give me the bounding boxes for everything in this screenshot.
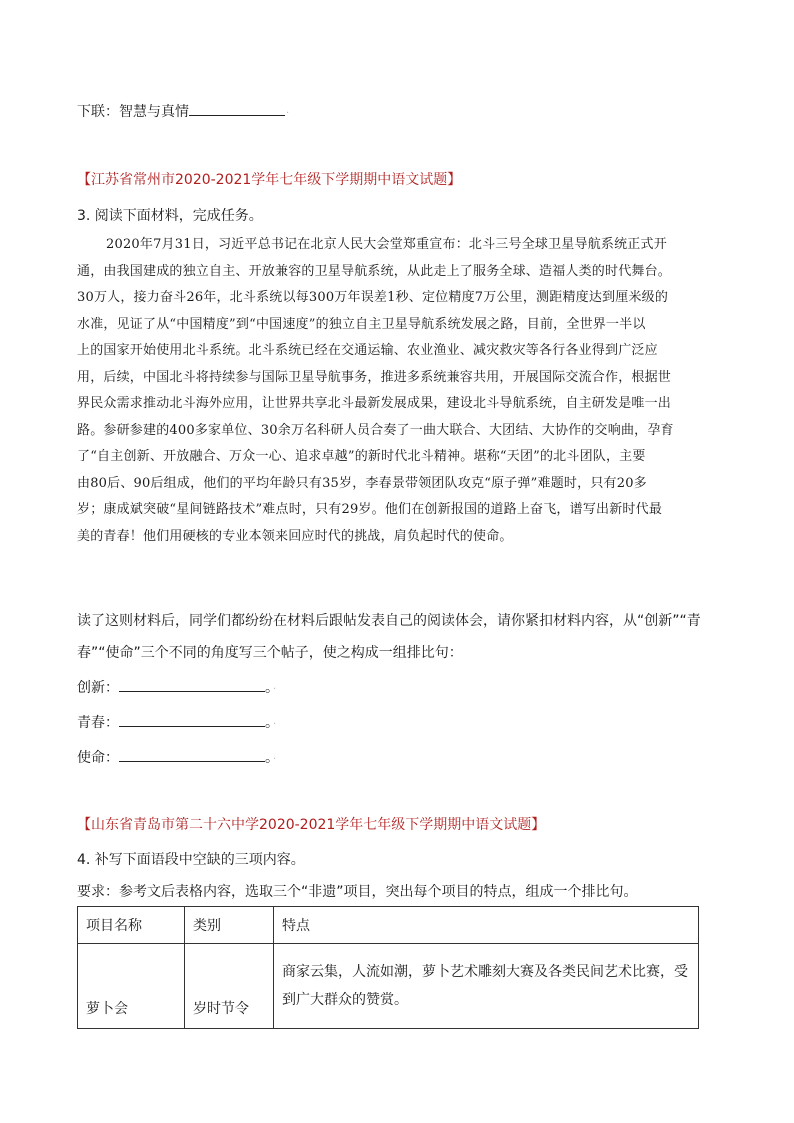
table-row <box>78 944 699 1029</box>
passage-line: 用，后续，中国北斗将持续参与国际卫星导航事务，推进多系统兼容共用，开展国际交流合作，根据世 <box>77 369 672 385</box>
heritage-table <box>77 906 699 1029</box>
table-cell-name: 萝卜会 <box>78 944 185 1029</box>
answer-row-innovation: 创新： 。· <box>77 676 276 700</box>
table-cell-feature: 商家云集，人流如潮，萝卜艺术雕刻大赛及各类民间艺术比赛，受 到广大群众的赞赏。 <box>274 944 699 1029</box>
answer-blank-couplet[interactable] <box>189 100 285 116</box>
q4-source: 【山东省青岛市第二十六中学2020-2021学年七年级下学期期中语文试题】 <box>77 817 546 833</box>
q4-title: 4. 补写下面语段中空缺的三项内容。 <box>77 852 305 868</box>
passage-line: 上的国家开始使用北斗系统。北斗系统已经在交通运输、农业渔业、减灾救灾等各行各业得到广泛应 <box>77 343 658 358</box>
table-header-cell: 特点 <box>274 907 699 944</box>
passage-line: 2020年7月31日，习近平总书记在北京人民大会堂郑重宣布：北斗三号全球卫星导航系统正式开 <box>106 237 667 252</box>
passage-line: 界民众需求推动北斗海外应用，让世界共享北斗最新发展成果，建设北斗导航系统，自主研发是唯一出 <box>77 396 672 411</box>
couplet-label: 下联：智慧与真情 <box>77 104 189 120</box>
answer-row-youth: 青春： 。· <box>77 711 276 735</box>
answer-label: 使命： <box>77 750 119 766</box>
answer-row-mission: 使命： 。· <box>77 746 276 770</box>
table-header-row <box>78 907 699 944</box>
q3-task-line2: 春”“使命”三个不同的角度写三个帖子，使之构成一组排比句： <box>77 645 463 661</box>
q3-source: 【江苏省常州市2020-2021学年七年级下学期期中语文试题】 <box>77 172 462 188</box>
answer-blank-youth[interactable] <box>119 711 265 727</box>
passage-line: 30万人，接力奋斗26年，北斗系统以每300万年误差1秒、定位精度7万公里，测距精度达到厘米级的 <box>77 290 669 305</box>
passage-line: 路。参研参建的400多家单位、30余万名科研人员合奏了一曲大联合、大团结、大协作的交响曲，孕育 <box>77 422 674 438</box>
q4-requirement: 要求：参考文后表格内容，选取三个“非遗”项目，突出每个项目的特点，组成一个排比句。 <box>77 884 638 900</box>
couplet-second-line: 下联：智慧与真情 · <box>77 100 289 124</box>
passage-line: 岁；康成斌突破“星间链路技术”难点时，只有29岁。他们在创新报国的道路上奋飞，谱写出新时代最 <box>77 502 663 517</box>
passage-line: 通，由我国建成的独立自主、开放兼容的卫星导航系统，从此走上了服务全球、造福人类的时代舞台。 <box>77 263 672 279</box>
table-cell-category: 岁时节令 <box>185 944 274 1029</box>
passage-line: 美的青春！他们用硬核的专业本领来回应时代的挑战，肩负起时代的使命。 <box>77 528 513 544</box>
passage-line: 水准，见证了从“中国精度”到“中国速度”的独立自主卫星导航系统发展之路，目前，全世界一半以 <box>77 316 646 332</box>
answer-label: 创新： <box>77 680 119 696</box>
table-header-cell: 项目名称 <box>78 907 185 944</box>
passage-line: 由80后、90后组成，他们的平均年龄只有35岁，李春景带领团队攻克“原子弹”难题时，只有20多 <box>77 475 647 491</box>
answer-blank-innovation[interactable] <box>119 676 265 692</box>
q3-passage <box>77 232 717 550</box>
answer-label: 青春： <box>77 715 119 731</box>
q3-task-line1: 读了这则材料后，同学们都纷纷在材料后跟帖发表自己的阅读体会，请你紧扣材料内容，从“创新”“青 <box>77 613 701 629</box>
passage-line: 了“自主创新、开放融合、万众一心、追求卓越”的新时代北斗精神。堪称“天团”的北斗团队，主要 <box>77 449 646 464</box>
answer-blank-mission[interactable] <box>119 746 265 762</box>
table-header-cell: 类别 <box>185 907 274 944</box>
q3-title: 3. 阅读下面材料，完成任务。 <box>77 208 263 224</box>
